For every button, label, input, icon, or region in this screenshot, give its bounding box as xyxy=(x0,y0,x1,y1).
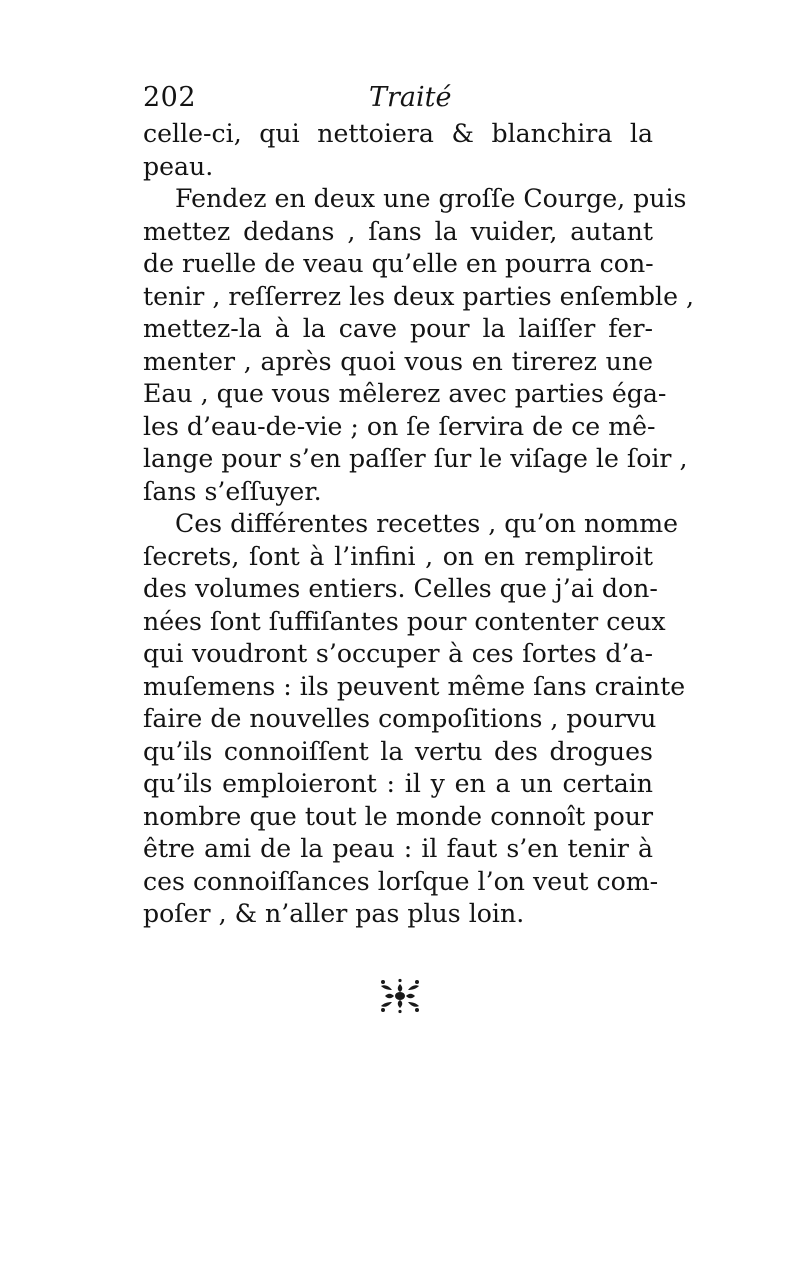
page-header xyxy=(143,82,663,122)
text-line: Ces différentes recettes , qu’on nomme xyxy=(175,509,679,538)
page-number: 202 xyxy=(143,82,197,113)
text-line: être ami de la peau : il faut s’en tenir à xyxy=(143,834,653,863)
body-text xyxy=(143,118,695,931)
text-line: ces connoiſſances lorſque l’on veut com- xyxy=(143,866,659,896)
text-line: mettez dedans , ſans la vuider, autant xyxy=(143,216,653,246)
text-line: peau. xyxy=(143,151,214,181)
text-line: menter , après quoi vous en tirerez une xyxy=(143,346,653,376)
text-line: faire de nouvelles compoſitions , pourvu xyxy=(143,704,657,733)
text-line: ſans s’eſſuyer. xyxy=(143,476,322,506)
text-line: Eau , que vous mêlerez avec parties éga- xyxy=(143,379,667,408)
text-line: tenir , reſſerrez les deux parties enſemble , xyxy=(143,281,695,311)
text-line: qu’ils connoiſſent la vertu des drogues xyxy=(143,736,653,766)
text-line: qu’ils emploieront : il y en a un certain xyxy=(143,769,653,798)
text-line: Fendez en deux une groſſe Courge, puis xyxy=(175,184,687,213)
text-line: les d’eau-de-vie ; on ſe ſervira de ce mê- xyxy=(143,411,656,441)
text-line: qui voudront s’occuper à ces ſortes d’a- xyxy=(143,639,653,668)
text-line: muſemens : ils peuvent même ſans crainte xyxy=(143,671,686,701)
text-line: de ruelle de veau qu’elle en pourra con- xyxy=(143,249,654,278)
text-line: mettez-la à la cave pour la laiſſer fer- xyxy=(143,314,653,343)
text-line: ſecrets, ſont à l’infini , on en rempliroit xyxy=(143,541,653,571)
text-line: des volumes entiers. Celles que j’ai don- xyxy=(143,574,658,603)
running-title: Traité xyxy=(369,82,452,113)
text-line: celle-ci, qui nettoiera & blanchira la xyxy=(143,119,653,148)
text-line: lange pour s’en paſſer ſur le viſage le ſoir , xyxy=(143,444,688,473)
text-line: nombre que tout le monde connoît pour xyxy=(143,801,653,831)
text-line: nées ſont ſuffiſantes pour contenter ceux xyxy=(143,606,666,636)
text-line: poſer , & n’aller pas plus loin. xyxy=(143,899,525,928)
fleuron-ornament-icon xyxy=(377,978,423,1014)
